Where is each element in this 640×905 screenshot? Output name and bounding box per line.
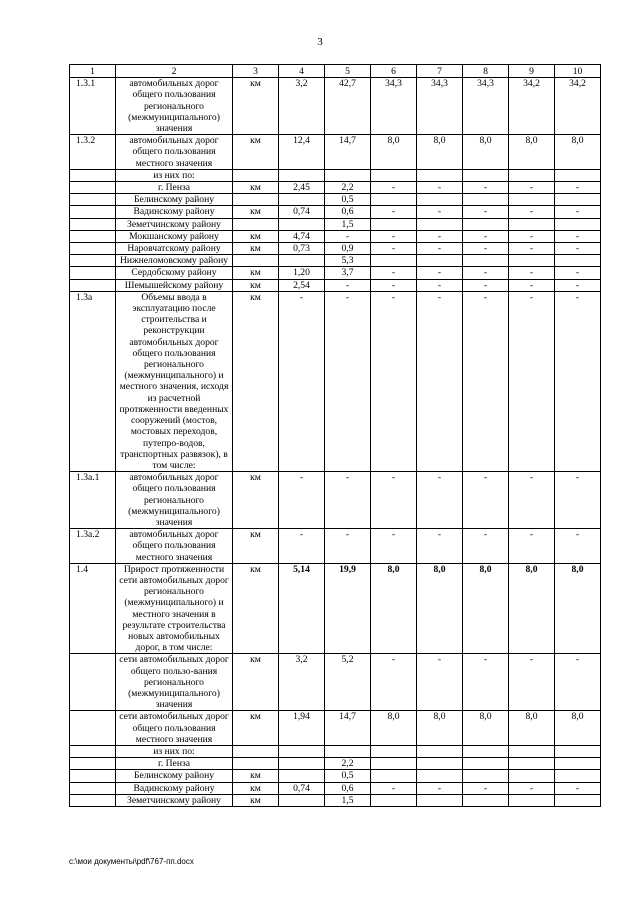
- row-number-cell: [70, 206, 116, 218]
- indicator-name-cell: Сердобскому району: [116, 267, 233, 279]
- header-cell: 9: [509, 65, 555, 78]
- value-cell: -: [417, 206, 463, 218]
- value-cell: -: [555, 529, 601, 564]
- value-cell: -: [371, 529, 417, 564]
- value-cell: [417, 745, 463, 757]
- indicator-name-cell: автомобильных дорог общего пользования регионального (межмуниципального) значения: [116, 472, 233, 529]
- value-cell: -: [417, 654, 463, 711]
- value-cell: 3,7: [325, 267, 371, 279]
- row-number-cell: [70, 745, 116, 757]
- table-row: [70, 78, 601, 135]
- table-row: [70, 472, 601, 529]
- indicator-name-cell: г. Пенза: [116, 182, 233, 194]
- value-cell: [509, 194, 555, 206]
- table-row: [70, 218, 601, 230]
- value-cell: -: [417, 782, 463, 794]
- value-cell: -: [371, 206, 417, 218]
- indicator-name-cell: Вадинскому району: [116, 782, 233, 794]
- row-number-cell: [70, 243, 116, 255]
- value-cell: -: [279, 529, 325, 564]
- value-cell: 3,2: [279, 78, 325, 135]
- value-cell: [555, 194, 601, 206]
- value-cell: 8,0: [463, 711, 509, 746]
- value-cell: -: [417, 182, 463, 194]
- table-row: [70, 794, 601, 806]
- row-number-cell: 1.3а: [70, 291, 116, 471]
- value-cell: -: [371, 291, 417, 471]
- header-cell: 8: [463, 65, 509, 78]
- value-cell: [509, 169, 555, 181]
- value-cell: 2,2: [325, 182, 371, 194]
- table-row: [70, 169, 601, 181]
- value-cell: -: [463, 206, 509, 218]
- value-cell: -: [325, 291, 371, 471]
- unit-cell: [233, 758, 279, 770]
- value-cell: 34,3: [371, 78, 417, 135]
- value-cell: [371, 794, 417, 806]
- value-cell: 5,3: [325, 255, 371, 267]
- value-cell: -: [463, 279, 509, 291]
- value-cell: -: [509, 182, 555, 194]
- value-cell: -: [371, 472, 417, 529]
- value-cell: [463, 255, 509, 267]
- unit-cell: км: [233, 472, 279, 529]
- value-cell: [279, 745, 325, 757]
- indicator-name-cell: автомобильных дорог общего пользования регионального (межмуниципального) значения: [116, 78, 233, 135]
- value-cell: 8,0: [555, 135, 601, 170]
- row-number-cell: [70, 782, 116, 794]
- value-cell: 8,0: [463, 563, 509, 654]
- value-cell: [417, 255, 463, 267]
- value-cell: -: [509, 654, 555, 711]
- value-cell: 8,0: [463, 135, 509, 170]
- value-cell: -: [463, 291, 509, 471]
- value-cell: [417, 770, 463, 782]
- row-number-cell: [70, 654, 116, 711]
- table-row: [70, 758, 601, 770]
- header-cell: 2: [116, 65, 233, 78]
- header-cell: 5: [325, 65, 371, 78]
- unit-cell: км: [233, 279, 279, 291]
- indicator-name-cell: Белинскому району: [116, 194, 233, 206]
- value-cell: 8,0: [417, 563, 463, 654]
- indicator-name-cell: г. Пенза: [116, 758, 233, 770]
- value-cell: -: [417, 291, 463, 471]
- value-cell: [371, 169, 417, 181]
- value-cell: [279, 194, 325, 206]
- value-cell: -: [463, 267, 509, 279]
- value-cell: -: [417, 230, 463, 242]
- value-cell: -: [463, 782, 509, 794]
- value-cell: -: [371, 243, 417, 255]
- value-cell: -: [417, 529, 463, 564]
- value-cell: 0,74: [279, 782, 325, 794]
- value-cell: 4,74: [279, 230, 325, 242]
- value-cell: 8,0: [417, 711, 463, 746]
- value-cell: -: [555, 243, 601, 255]
- value-cell: -: [509, 243, 555, 255]
- unit-cell: [233, 255, 279, 267]
- value-cell: 8,0: [371, 563, 417, 654]
- unit-cell: [233, 169, 279, 181]
- indicator-name-cell: сети автомобильных дорог общего пользо-вания регионального (межмуниципального) значения: [116, 654, 233, 711]
- row-number-cell: 1.3.2: [70, 135, 116, 170]
- unit-cell: км: [233, 563, 279, 654]
- value-cell: 3,2: [279, 654, 325, 711]
- value-cell: -: [555, 291, 601, 471]
- value-cell: [509, 745, 555, 757]
- value-cell: -: [555, 472, 601, 529]
- value-cell: [417, 169, 463, 181]
- value-cell: [463, 169, 509, 181]
- value-cell: [463, 758, 509, 770]
- table-row: [70, 745, 601, 757]
- unit-cell: км: [233, 135, 279, 170]
- value-cell: 0,5: [325, 194, 371, 206]
- value-cell: -: [371, 267, 417, 279]
- value-cell: 0,74: [279, 206, 325, 218]
- value-cell: -: [325, 529, 371, 564]
- indicator-name-cell: Шемышейскому району: [116, 279, 233, 291]
- table-row: [70, 563, 601, 654]
- value-cell: -: [509, 472, 555, 529]
- table-row: [70, 243, 601, 255]
- value-cell: [555, 255, 601, 267]
- value-cell: -: [325, 279, 371, 291]
- value-cell: 34,2: [509, 78, 555, 135]
- value-cell: 0,6: [325, 206, 371, 218]
- header-cell: 1: [70, 65, 116, 78]
- value-cell: -: [463, 529, 509, 564]
- value-cell: [325, 745, 371, 757]
- unit-cell: км: [233, 230, 279, 242]
- indicator-name-cell: Нижнеломовскому району: [116, 255, 233, 267]
- unit-cell: км: [233, 291, 279, 471]
- value-cell: 1,5: [325, 218, 371, 230]
- row-number-cell: [70, 794, 116, 806]
- value-cell: 14,7: [325, 135, 371, 170]
- table-row: [70, 782, 601, 794]
- value-cell: 1,94: [279, 711, 325, 746]
- value-cell: [555, 770, 601, 782]
- value-cell: [371, 770, 417, 782]
- value-cell: -: [371, 279, 417, 291]
- value-cell: 2,54: [279, 279, 325, 291]
- indicator-name-cell: сети автомобильных дорог общего пользования местного значения: [116, 711, 233, 746]
- unit-cell: км: [233, 711, 279, 746]
- value-cell: [509, 770, 555, 782]
- unit-cell: км: [233, 182, 279, 194]
- row-number-cell: [70, 267, 116, 279]
- row-number-cell: [70, 194, 116, 206]
- table-row: [70, 206, 601, 218]
- value-cell: 2,2: [325, 758, 371, 770]
- file-path-footer: c:\мои документы\pdf\767-пп.docx: [69, 857, 194, 866]
- table-row: [70, 711, 601, 746]
- table-row: [70, 291, 601, 471]
- indicator-name-cell: Земетчинскому району: [116, 794, 233, 806]
- unit-cell: км: [233, 770, 279, 782]
- value-cell: 1,5: [325, 794, 371, 806]
- indicator-name-cell: Наровчатскому району: [116, 243, 233, 255]
- value-cell: 14,7: [325, 711, 371, 746]
- value-cell: [555, 169, 601, 181]
- value-cell: -: [371, 230, 417, 242]
- value-cell: 2,45: [279, 182, 325, 194]
- table-row: [70, 267, 601, 279]
- value-cell: -: [417, 279, 463, 291]
- row-number-cell: [70, 218, 116, 230]
- value-cell: [463, 794, 509, 806]
- row-number-cell: [70, 255, 116, 267]
- value-cell: [279, 169, 325, 181]
- value-cell: -: [555, 230, 601, 242]
- value-cell: [555, 758, 601, 770]
- value-cell: [463, 194, 509, 206]
- value-cell: [417, 794, 463, 806]
- row-number-cell: [70, 279, 116, 291]
- value-cell: 8,0: [555, 711, 601, 746]
- value-cell: -: [463, 654, 509, 711]
- value-cell: -: [509, 279, 555, 291]
- indicator-name-cell: автомобильных дорог общего пользования местного значения: [116, 135, 233, 170]
- unit-cell: км: [233, 794, 279, 806]
- unit-cell: км: [233, 78, 279, 135]
- row-number-cell: [70, 169, 116, 181]
- value-cell: -: [463, 472, 509, 529]
- indicator-name-cell: автомобильных дорог общего пользования местного значения: [116, 529, 233, 564]
- value-cell: [371, 194, 417, 206]
- value-cell: 0,5: [325, 770, 371, 782]
- header-cell: 6: [371, 65, 417, 78]
- value-cell: 19,9: [325, 563, 371, 654]
- value-cell: [555, 794, 601, 806]
- table-row: [70, 135, 601, 170]
- unit-cell: км: [233, 243, 279, 255]
- header-cell: 7: [417, 65, 463, 78]
- header-cell: 4: [279, 65, 325, 78]
- value-cell: -: [325, 472, 371, 529]
- indicator-name-cell: из них по:: [116, 745, 233, 757]
- value-cell: -: [279, 472, 325, 529]
- row-number-cell: 1.3а.2: [70, 529, 116, 564]
- value-cell: -: [509, 206, 555, 218]
- value-cell: [279, 218, 325, 230]
- value-cell: -: [417, 243, 463, 255]
- value-cell: 5,14: [279, 563, 325, 654]
- value-cell: [463, 770, 509, 782]
- table-row: [70, 770, 601, 782]
- value-cell: [463, 218, 509, 230]
- value-cell: 34,3: [417, 78, 463, 135]
- unit-cell: [233, 745, 279, 757]
- value-cell: -: [509, 291, 555, 471]
- value-cell: [509, 794, 555, 806]
- value-cell: [417, 194, 463, 206]
- value-cell: 8,0: [509, 711, 555, 746]
- value-cell: -: [509, 529, 555, 564]
- indicator-name-cell: Мокшанскому району: [116, 230, 233, 242]
- row-number-cell: [70, 230, 116, 242]
- value-cell: -: [555, 267, 601, 279]
- value-cell: [325, 169, 371, 181]
- value-cell: -: [463, 230, 509, 242]
- value-cell: 1,20: [279, 267, 325, 279]
- row-number-cell: 1.4: [70, 563, 116, 654]
- value-cell: [509, 218, 555, 230]
- value-cell: -: [555, 206, 601, 218]
- unit-cell: [233, 194, 279, 206]
- value-cell: -: [371, 654, 417, 711]
- value-cell: -: [371, 782, 417, 794]
- value-cell: [463, 745, 509, 757]
- unit-cell: км: [233, 206, 279, 218]
- value-cell: 8,0: [555, 563, 601, 654]
- unit-cell: [233, 218, 279, 230]
- value-cell: [371, 758, 417, 770]
- row-number-cell: 1.3.1: [70, 78, 116, 135]
- value-cell: 8,0: [509, 135, 555, 170]
- value-cell: 8,0: [371, 135, 417, 170]
- row-number-cell: [70, 758, 116, 770]
- value-cell: [279, 758, 325, 770]
- value-cell: [371, 745, 417, 757]
- table-row: [70, 182, 601, 194]
- value-cell: [555, 218, 601, 230]
- table-row: [70, 654, 601, 711]
- indicator-name-cell: Объемы ввода в эксплуатацию после строительства и реконструкции автомобильных дорог общего пользования регионального (межмуниципального) и местного значения, исходя из расчетной протяженности введенных сооружений (мостов, мостовых переходов, путепро-водов, транспортных развязок), в том числе:: [116, 291, 233, 471]
- value-cell: [417, 758, 463, 770]
- page-number: 3: [317, 36, 323, 48]
- value-cell: [279, 770, 325, 782]
- indicator-name-cell: Вадинскому району: [116, 206, 233, 218]
- value-cell: [417, 218, 463, 230]
- table-row: [70, 194, 601, 206]
- value-cell: -: [509, 230, 555, 242]
- value-cell: -: [509, 782, 555, 794]
- value-cell: [371, 255, 417, 267]
- value-cell: 5,2: [325, 654, 371, 711]
- header-cell: 3: [233, 65, 279, 78]
- indicator-name-cell: из них по:: [116, 169, 233, 181]
- row-number-cell: 1.3а.1: [70, 472, 116, 529]
- value-cell: -: [325, 230, 371, 242]
- value-cell: -: [555, 782, 601, 794]
- indicator-name-cell: Прирост протяженности сети автомобильных дорог регионального (межмуниципального) и местного значения в результате строительства новых автомобильных дорог, в том числе:: [116, 563, 233, 654]
- table-row: [70, 529, 601, 564]
- value-cell: -: [555, 279, 601, 291]
- value-cell: [555, 745, 601, 757]
- unit-cell: км: [233, 782, 279, 794]
- value-cell: 42,7: [325, 78, 371, 135]
- indicator-name-cell: Земетчинскому району: [116, 218, 233, 230]
- header-cell: 10: [555, 65, 601, 78]
- table-row: [70, 255, 601, 267]
- value-cell: 8,0: [417, 135, 463, 170]
- unit-cell: км: [233, 529, 279, 564]
- value-cell: [509, 758, 555, 770]
- value-cell: -: [371, 182, 417, 194]
- value-cell: -: [555, 654, 601, 711]
- header-row: [70, 65, 601, 78]
- value-cell: -: [417, 267, 463, 279]
- value-cell: 0,73: [279, 243, 325, 255]
- row-number-cell: [70, 770, 116, 782]
- value-cell: 34,3: [463, 78, 509, 135]
- unit-cell: км: [233, 267, 279, 279]
- value-cell: 12,4: [279, 135, 325, 170]
- value-cell: -: [509, 267, 555, 279]
- indicators-table: [69, 64, 601, 807]
- unit-cell: км: [233, 654, 279, 711]
- value-cell: [279, 794, 325, 806]
- value-cell: -: [555, 182, 601, 194]
- value-cell: 34,2: [555, 78, 601, 135]
- value-cell: 8,0: [371, 711, 417, 746]
- value-cell: 0,9: [325, 243, 371, 255]
- value-cell: 0,6: [325, 782, 371, 794]
- table-row: [70, 230, 601, 242]
- value-cell: 8,0: [509, 563, 555, 654]
- row-number-cell: [70, 182, 116, 194]
- value-cell: -: [463, 243, 509, 255]
- value-cell: -: [463, 182, 509, 194]
- value-cell: [279, 255, 325, 267]
- row-number-cell: [70, 711, 116, 746]
- table-row: [70, 279, 601, 291]
- indicator-name-cell: Белинскому району: [116, 770, 233, 782]
- value-cell: [509, 255, 555, 267]
- value-cell: -: [279, 291, 325, 471]
- value-cell: [371, 218, 417, 230]
- value-cell: -: [417, 472, 463, 529]
